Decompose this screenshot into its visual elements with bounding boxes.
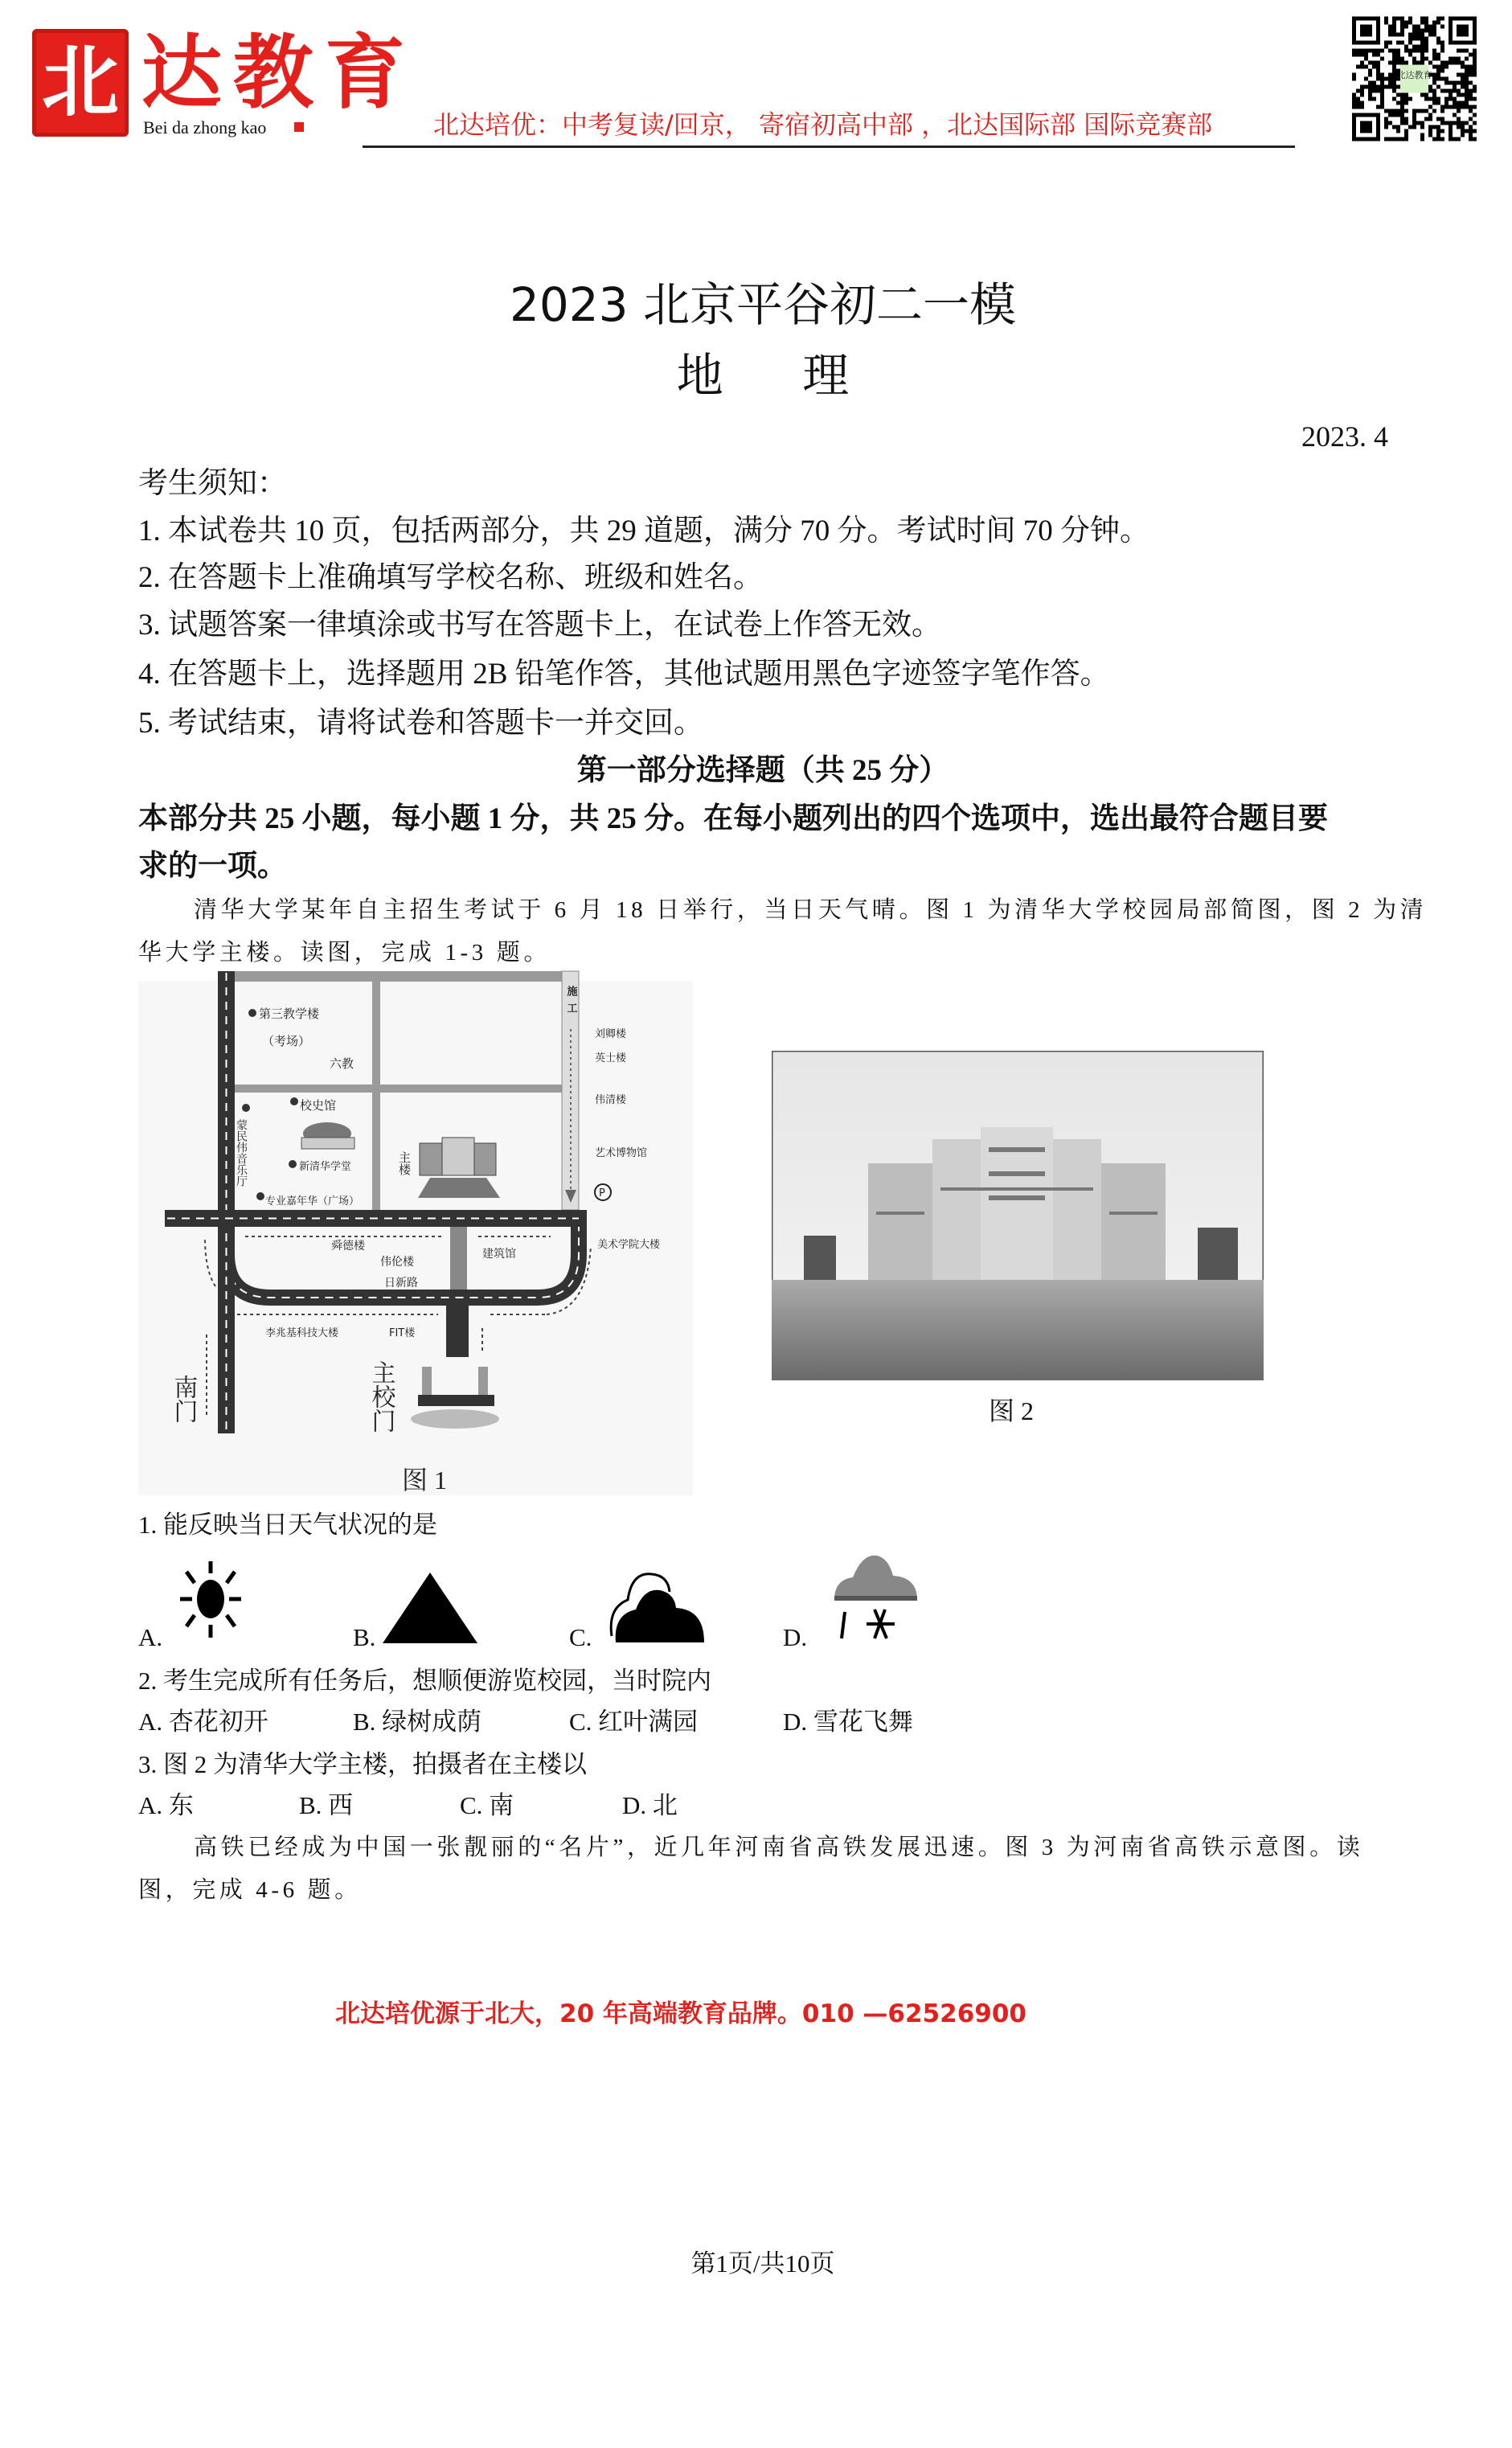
logo-mark <box>32 29 129 137</box>
road <box>235 971 563 982</box>
main-building-photo <box>772 1051 1264 1380</box>
map-label: 主校门 <box>367 1360 395 1433</box>
figure-caption: 图 1 <box>402 1466 448 1495</box>
question-stem: 2. 考生完成所有任务后，想顺便游览校园，当时院内 <box>138 1667 711 1695</box>
option-a[interactable]: A. 杏花初开 <box>138 1708 268 1736</box>
cloudy-icon <box>604 1568 712 1645</box>
sunny-icon <box>170 1557 251 1641</box>
map-label: 英士楼 <box>595 1052 627 1064</box>
figure-caption: 图 2 <box>989 1396 1035 1425</box>
passage-text: 图，完成 4-6 题。 <box>138 1877 362 1903</box>
header-divider <box>363 146 1295 148</box>
notice-heading: 考生须知： <box>138 467 287 500</box>
map-label: 南门 <box>169 1375 198 1423</box>
option-d[interactable]: D. 雪花飞舞 <box>783 1708 913 1736</box>
map-label: 日新路 <box>384 1277 418 1290</box>
option-b[interactable]: B. 绿树成荫 <box>353 1708 482 1736</box>
map-label: 校史馆 <box>300 1098 337 1113</box>
option-b[interactable]: B. 西 <box>299 1791 354 1819</box>
section-heading: 第一部分选择题（共 25 分） <box>576 754 949 787</box>
section-intro: 求的一项。 <box>138 850 287 883</box>
notice-item: 1. 本试卷共 10 页，包括两部分，共 29 道题，满分 70 分。考试时间 70 分钟。 <box>138 515 1149 547</box>
map-label: 建筑馆 <box>482 1248 516 1261</box>
option-a[interactable]: A. 东 <box>138 1791 194 1819</box>
map-label: 舜德楼 <box>331 1240 365 1253</box>
exam-subject: 地 理 <box>676 348 850 403</box>
map-label: 伟清楼 <box>595 1094 627 1106</box>
map-label: 新清华学堂 <box>299 1161 352 1173</box>
road <box>235 1085 563 1093</box>
option-d[interactable]: D. 北 <box>622 1791 678 1819</box>
section-intro: 本部分共 25 小题，每小题 1 分，共 25 分。在每小题列出的四个选项中，选出最符合题目要 <box>138 802 1328 835</box>
notice-item: 3. 试题答案一律填涂或书写在答题卡上，在试卷上作答无效。 <box>138 609 941 642</box>
sleet-icon <box>830 1552 923 1646</box>
option-b-label[interactable]: B. <box>353 1623 376 1651</box>
notice-item: 5. 考试结束，请将试卷和答题卡一并交回。 <box>138 707 703 740</box>
map-label: 艺术博物馆 <box>595 1147 648 1159</box>
triangle-icon <box>383 1573 477 1645</box>
map-label: 施工 <box>564 986 577 1019</box>
option-c-label[interactable]: C. <box>569 1623 592 1651</box>
passage-text: 清华大学某年自主招生考试于 6 月 18 日举行，当日天气晴。图 1 为清华大学校园局部简图，图 2 为清 <box>194 897 1428 923</box>
logo-text: 达教育 <box>141 25 416 120</box>
exam-title: 2023 北京平谷初二一模 <box>509 277 1017 332</box>
campus-map <box>129 965 707 1495</box>
header-slogan: 北达培优：中考复读/回京， 寄宿初高中部 ，北达国际部 国际竞赛部 <box>433 109 1213 140</box>
qr-center-label: 北达教育 <box>1396 70 1432 80</box>
map-label: P <box>599 1187 605 1199</box>
map-label: 第三教学楼 <box>259 1007 320 1021</box>
qr-code <box>1352 16 1477 141</box>
option-c[interactable]: C. 红叶满园 <box>569 1708 699 1736</box>
option-c[interactable]: C. 南 <box>460 1791 514 1819</box>
map-label: 李兆基科技大楼 <box>265 1327 339 1339</box>
map-label: 六教 <box>330 1056 354 1071</box>
gate-road <box>446 1306 469 1357</box>
page-number: 第1页/共10页 <box>690 2249 835 2278</box>
question-stem: 1. 能反映当日天气状况的是 <box>138 1511 437 1539</box>
map-label: 蒙民伟音乐厅 <box>235 1119 248 1187</box>
map-label: 美术学院大楼 <box>597 1239 661 1251</box>
logo-subtitle: Bei da zhong kao <box>143 117 267 137</box>
option-d-label[interactable]: D. <box>783 1623 808 1651</box>
footer-promo: 北达培优源于北大，20 年高端教育品牌。010 —62526900 <box>335 1999 1026 2028</box>
notice-item: 4. 在答题卡上，选择题用 2B 铅笔作答，其他试题用黑色字迹签字笔作答。 <box>138 658 1110 691</box>
notice-item: 2. 在答题卡上准确填写学校名称、班级和姓名。 <box>138 561 763 594</box>
map-label: 伟伦楼 <box>380 1256 414 1269</box>
map-label: FIT楼 <box>389 1327 416 1339</box>
map-label: （考场） <box>262 1034 311 1048</box>
logo-dot <box>294 122 304 132</box>
map-label: 主楼 <box>397 1151 412 1175</box>
road <box>372 971 380 1210</box>
map-label: 专业嘉年华（广场） <box>265 1195 360 1208</box>
passage-text: 高铁已经成为中国一张靓丽的“名片”，近几年河南省高铁发展迅速。图 3 为河南省高铁示意图。读 <box>194 1835 1364 1860</box>
main-building-icon <box>418 1138 500 1198</box>
exam-date: 2023. 4 <box>1301 420 1388 453</box>
median <box>450 1227 467 1290</box>
logo-char: 北 <box>42 39 119 125</box>
question-stem: 3. 图 2 为清华大学主楼，拍摄者在主楼以 <box>138 1750 587 1778</box>
passage-text: 华大学主楼。读图，完成 1-3 题。 <box>138 940 551 966</box>
map-label: 刘卿楼 <box>595 1028 627 1040</box>
option-a-label[interactable]: A. <box>138 1623 163 1651</box>
